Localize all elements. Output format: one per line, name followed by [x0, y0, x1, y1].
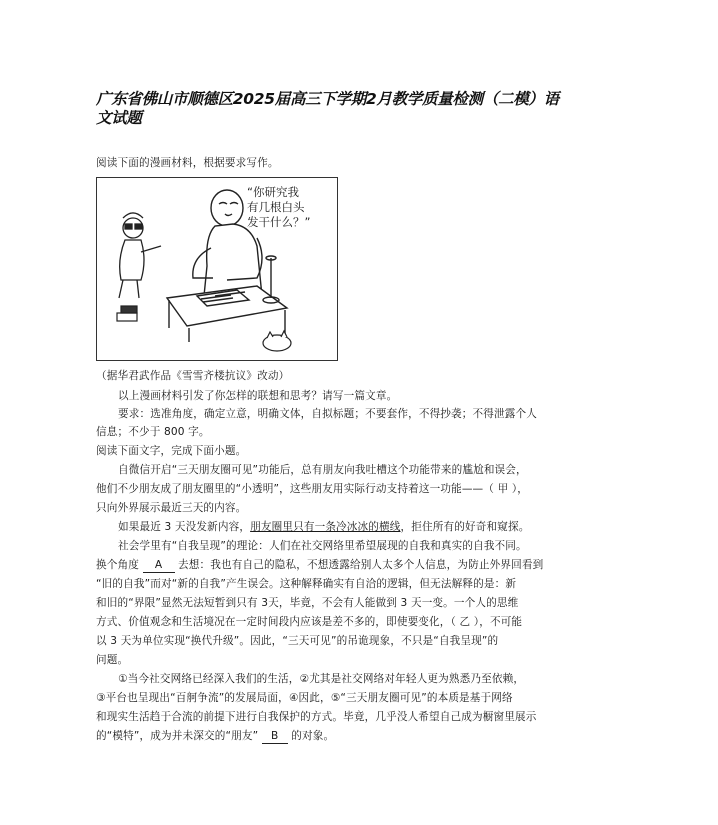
writing-question: 以上漫画材料引发了你怎样的联想和思考？请写一篇文章。 [118, 390, 398, 402]
passage-p4-line4-end: 的对象。 [291, 730, 335, 742]
passage-p2 [118, 520, 648, 534]
passage-p4-line4 [96, 729, 626, 744]
passage-p3-line2-start: 换个角度 [96, 559, 139, 571]
passage-p3-line2-end: 去想：我也有自己的隐私，不想透露给别人太多个人信息，为防止外界回看到 [178, 559, 544, 571]
writing-requirements-cont: 信息；不少于 800 字。 [96, 426, 210, 438]
writing-requirements: 要求：选准角度，确定立意，明确文体，自拟标题；不要套作，不得抄袭；不得泄露个人 [118, 408, 538, 420]
reading-intro: 阅读下面文字，完成下面小题。 [96, 445, 247, 457]
passage-p4-line2: ③平台也呈现出“百舸争流”的发展局面，④因此，⑤“三天朋友圈可见”的本质是基于网络 [96, 692, 513, 704]
passage-p2-end: ，拒住所有的好奇和窥探。 [400, 521, 530, 533]
passage-p1-line3: 只向外界展示最近三天的内容。 [96, 502, 247, 514]
passage-p4-line1: ①当今社交网络已经深入我们的生活，②尤其是社交网络对年轻人更为熟悉乃至依赖， [118, 673, 525, 685]
passage-p3-line5: 方式、价值观念和生活境况在一定时间段内应该是差不多的，即使要变化，（ 乙 ），不可能 [96, 616, 523, 628]
passage-p1-line1: 自微信开启“三天朋友圈可见”功能后，总有朋友向我吐槽这个功能带来的尴尬和误会， [118, 464, 527, 476]
cartoon-source: （据华君武作品《雪雪齐楼抗议》改动） [96, 370, 290, 382]
passage-p4-line3: 和现实生活趋于合流的前提下进行自我保护的方式。毕竟，几乎没人希望自己成为橱窗里展示 [96, 711, 537, 723]
passage-p3-line7: 问题。 [96, 654, 129, 666]
passage-p3-line2 [96, 558, 626, 573]
writing-prompt-intro: 阅读下面的漫画材料，根据要求写作。 [96, 157, 279, 169]
blank-b: B [262, 729, 288, 744]
cartoon-image [96, 177, 338, 361]
passage-p2-start: 如果最近 3 天没发新内容， [118, 521, 251, 533]
speech-line-1: “你研究我 [247, 185, 299, 199]
speech-line-3: 发干什么？” [247, 215, 311, 229]
cartoon-drawing [97, 178, 337, 360]
passage-p3-line4: 和旧的“界限”显然无法短暂到只有 3天，毕竟，不会有人能做到 3 天一变。一个人的思维 [96, 597, 519, 609]
cat [263, 331, 291, 351]
floor-books [117, 306, 137, 321]
passage-p3-line6: 以 3 天为单位实现“换代升级”。因此，“三天可见”的吊诡现象，不只是“自我呈现”的 [96, 635, 499, 647]
passage-p1-line2: 他们不少朋友成了朋友圈里的“小透明”，这些朋友用实际行动支持着这一功能——（ 甲 ）， [96, 483, 529, 495]
underlined-sentence: 朋友圈里只有一条冷冰冰的横线 [250, 521, 401, 533]
passage-p3-line1: 社会学里有“自我呈现”的理论：人们在社交网络里希望展现的自我和真实的自我不同。 [118, 540, 527, 552]
page-title: 广东省佛山市顺德区2025届高三下学期2月教学质量检测（二模）语文试题 [96, 90, 559, 127]
blank-a: A [143, 558, 175, 573]
passage-p3-line3: “旧的自我”而对“新的自我”产生误会。这种解释确实有自洽的逻辑，但无法解释的是：新 [96, 578, 517, 590]
passage-p4-line4-start: 的“模特”，成为并未深交的“朋友” [96, 730, 259, 742]
small-man [119, 213, 161, 298]
speech-line-2: 有几根白头 [247, 200, 305, 214]
